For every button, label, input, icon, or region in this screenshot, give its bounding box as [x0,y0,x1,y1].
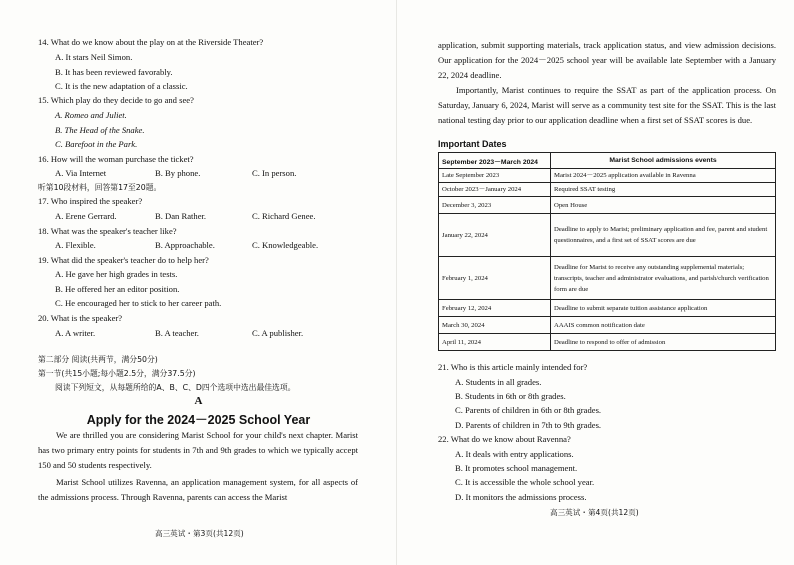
table-row [439,317,776,334]
paragraph-2: Marist School utilizes Ravenna, an application management system, for all aspects of the admissions process. Through Ravenna, parents can access the Marist [38,477,358,502]
table-cell-date: April 11, 2024 [439,334,551,351]
table-header-row [439,153,776,169]
q14-option-a: A. It stars Neil Simon. [55,52,133,62]
table-cell-event: Marist 2024－2025 application available in Ravenna [551,169,776,183]
table-cell-event: AAAIS common notification date [551,317,776,334]
table-cell-event: Required SSAT testing [551,183,776,197]
question-18: 18. What was the speaker's teacher like? [38,226,177,236]
q22-option-d: D. It monitors the admissions process. [455,492,587,502]
q15-option-c: C. Barefoot in the Park. [55,139,138,149]
q15-option-a: A. Romeo and Juliet. [55,110,127,120]
q19-option-a: A. He gave her high grades in tests. [55,269,178,279]
question-21: 21. Who is this article mainly intended for? [438,362,588,372]
paragraph-3: Importantly, Marist continues to require the SSAT as part of the application process. On Saturday, January 6, 2024, Marist will serve as a community test site for the SSAT. This is the last national testing day prior to our application deadline when a first set of SSAT scores is due. [438,85,776,125]
question-15: 15. Which play do they decide to go and see? [38,95,194,105]
q21-option-b: B. Students in 6th or 8th grades. [455,391,566,401]
table-row [439,334,776,351]
paragraph-2-continued: application, submit supporting materials, track application status, and view admission decisions. Our application for the 2024－2025 school year will be available late September with a January 22, 2024 deadline. [438,40,776,80]
q17-option-b: B. Dan Rather. [155,211,207,221]
q17-option-c: C. Richard Genee. [252,211,316,221]
q20-option-a: A. A writer. [55,328,96,338]
q15-option-b: B. The Head of the Snake. [55,125,145,135]
table-cell-date: December 3, 2023 [439,197,551,214]
table-header-events: Marist School admissions events [551,153,776,169]
section1-heading: 第一节(共15小题;每小题2.5分，满分37.5分) [38,369,196,378]
section-letter: A [194,395,203,407]
q14-option-c: C. It is the new adaptation of a classic. [55,81,188,91]
q20-option-b: B. A teacher. [155,328,199,338]
question-20: 20. What is the speaker? [38,313,123,323]
reading-instruction: 阅读下列短文，从每题所给的A、B、C、D四个选项中选出最佳选项。 [55,383,296,392]
table-row [439,300,776,317]
table-cell-event: Deadline to submit separate tuition assistance application [551,300,776,317]
table-cell-event: Open House [551,197,776,214]
table-header-dates: September 2023－March 2024 [439,153,551,169]
table-cell-event: Deadline for Marist to receive any outstanding supplemental materials; transcripts, teacher and administrator evaluations, and parish/church verification form are due [551,257,776,300]
q22-option-b: B. It promotes school management. [455,463,578,473]
q19-option-c: C. He encouraged her to stick to her career path. [55,298,222,308]
q14-option-b: B. It has been reviewed favorably. [55,67,173,77]
table-cell-date: February 1, 2024 [439,257,551,300]
q22-option-a: A. It deals with entry applications. [455,449,574,459]
important-dates-heading: Important Dates [438,139,507,149]
table-cell-date: October 2023－January 2024 [439,183,551,197]
question-19: 19. What did the speaker's teacher do to help her? [38,255,209,265]
q18-option-b: B. Approachable. [155,240,215,250]
q16-option-b: B. By phone. [155,168,201,178]
table-row [439,197,776,214]
q17-option-a: A. Erene Gerrard. [55,211,117,221]
question-22: 22. What do we know about Ravenna? [438,434,571,444]
q16-option-a: A. Via Internet [55,168,107,178]
page-footer-left: 高三英试・第3页(共12页) [155,529,244,538]
paragraph-1: We are thrilled you are considering Marist School for your child's next chapter. Marist has two primary entry points for students in 7th and 9th grades to which we typically accept 150 and 50 students respectively. [38,430,358,470]
q20-option-c: C. A publisher. [252,328,304,338]
table-cell-date: February 12, 2024 [439,300,551,317]
article-title: Apply for the 2024－2025 School Year [86,413,311,427]
table-row [439,257,776,300]
q19-option-b: B. He offered her an editor position. [55,284,180,294]
q22-option-c: C. It is accessible the whole school year. [455,477,595,487]
table-row [439,169,776,183]
table-row [439,183,776,197]
q18-option-a: A. Flexible. [55,240,96,250]
table-row [439,214,776,257]
table-cell-event: Deadline to respond to offer of admission [551,334,776,351]
q21-option-c: C. Parents of children in 6th or 8th grades. [455,405,602,415]
question-17: 17. Who inspired the speaker? [38,196,143,206]
q21-option-d: D. Parents of children in 7th to 9th grades. [455,420,602,430]
table-cell-event: Deadline to apply to Marist; preliminary application and fee, parent and student questionnaires, and a first set of SSAT scores are due [551,214,776,257]
table-cell-date: January 22, 2024 [439,214,551,257]
q18-option-c: C. Knowledgeable. [252,240,319,250]
question-14: 14. What do we know about the play on at the Riverside Theater? [38,37,264,47]
q16-option-c: C. In person. [252,168,297,178]
question-16: 16. How will the woman purchase the ticket? [38,154,194,164]
page-footer-right: 高三英试・第4页(共12页) [550,508,639,517]
table-cell-date: Late September 2023 [439,169,551,183]
table-cell-date: March 30, 2024 [439,317,551,334]
q21-option-a: A. Students in all grades. [455,377,542,387]
admissions-events-table [438,152,776,351]
part2-heading: 第二部分 阅读(共两节，满分50分) [38,355,158,364]
listening-instruction: 听第10段材料，回答第17至20题。 [38,183,162,192]
